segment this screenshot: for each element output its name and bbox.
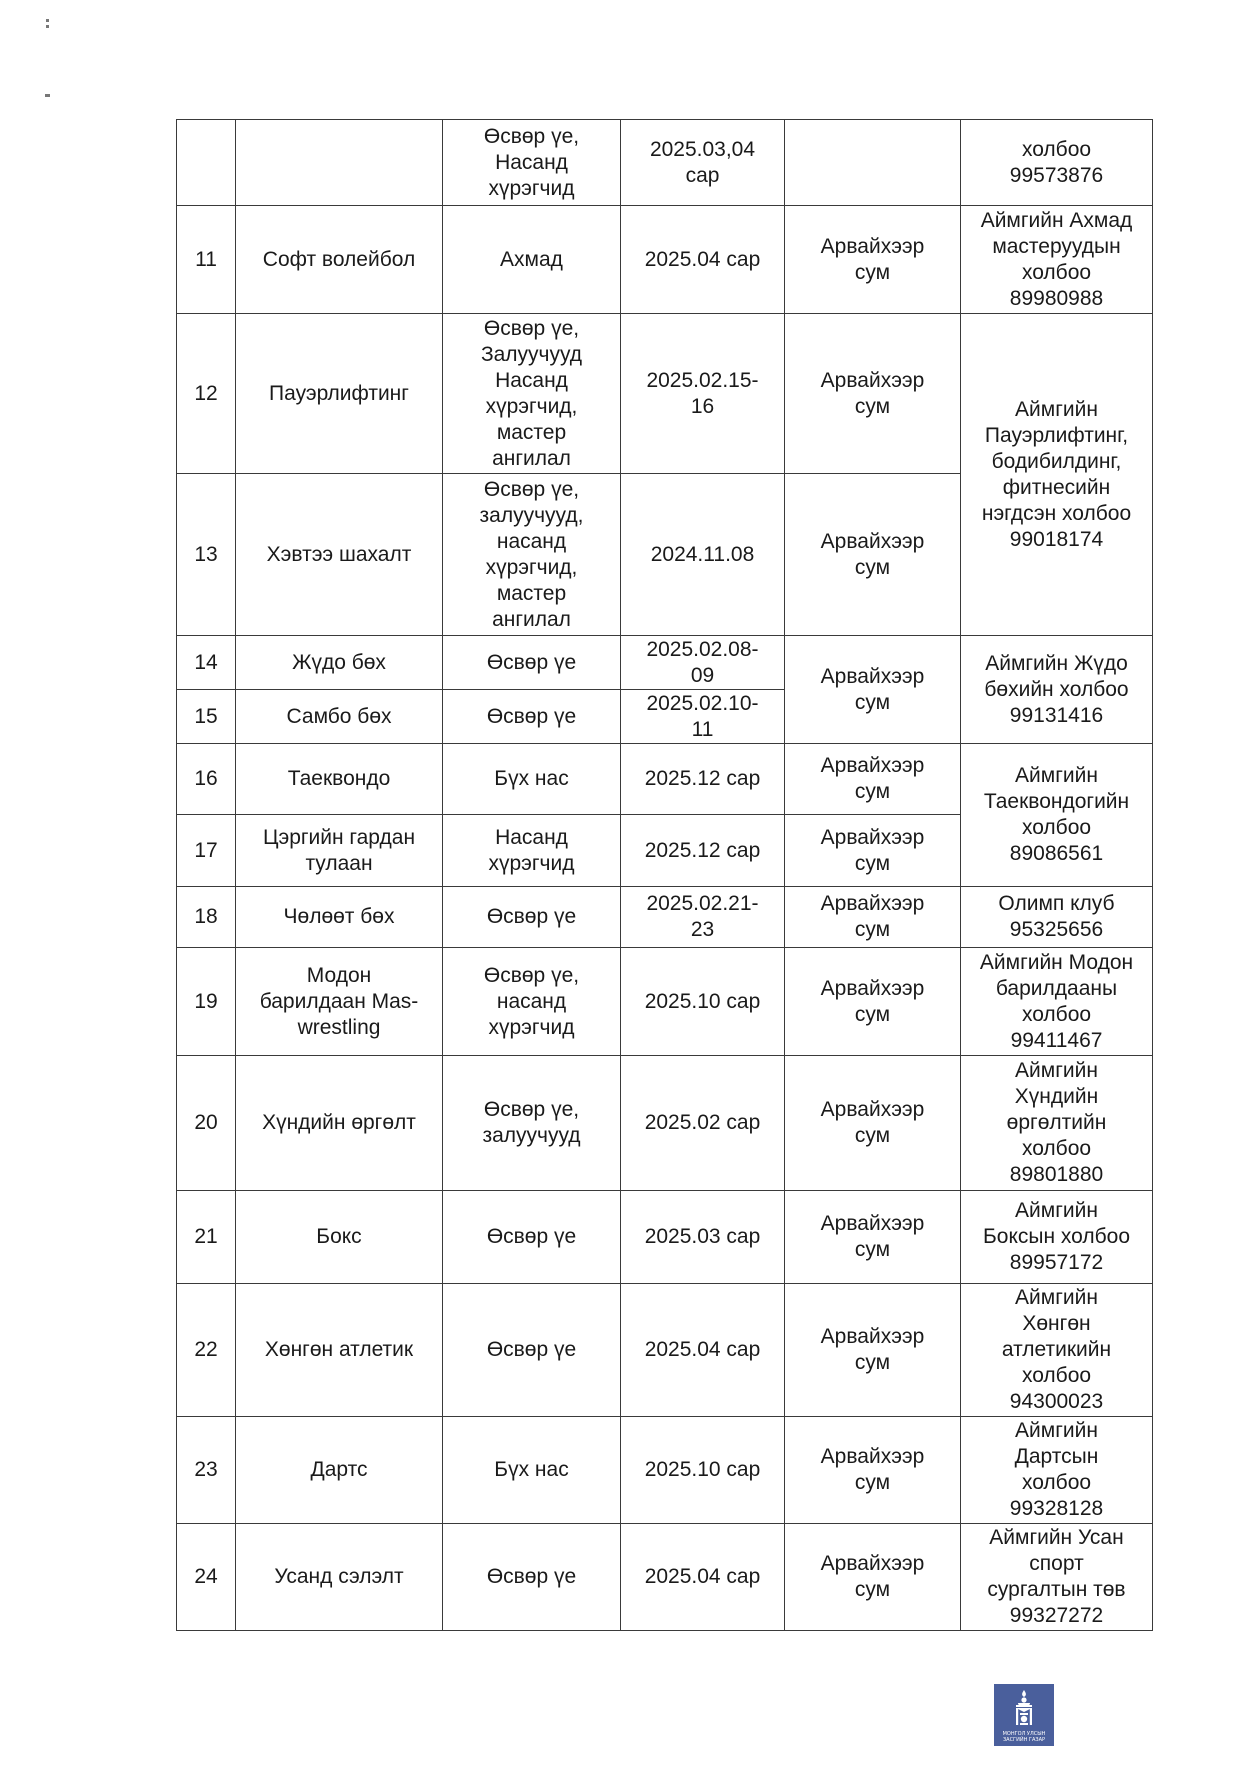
date-cell: 2025.02.21- 23 [621,887,785,948]
table-row [177,948,1153,1056]
age-group-cell: Өсвөр үе [443,690,621,744]
location-cell: Арвайхээр сум [785,1284,961,1417]
date-cell: 2025.02.10- 11 [621,690,785,744]
date-cell: 2025.04 сар [621,1284,785,1417]
scan-mark [46,25,49,28]
row-number-cell [177,120,236,206]
table-row [177,1191,1153,1284]
sport-cell: Модон барилдаан Mas- wrestling [236,948,443,1056]
table-row [177,1417,1153,1524]
age-group-cell: Өсвөр үе, насанд хүрэгчид [443,948,621,1056]
age-group-cell: Бүх нас [443,1417,621,1524]
table-row [177,314,1153,474]
organizer-cell: Аймгийн Жүдо бөхийн холбоо 99131416 [961,636,1153,744]
row-number-cell: 23 [177,1417,236,1524]
organizer-cell: Аймгийн Модон барилдааны холбоо 99411467 [961,948,1153,1056]
schedule-table [176,119,1153,1631]
age-group-cell: Өсвөр үе, залуучууд [443,1056,621,1191]
table-row [177,1284,1153,1417]
row-number-cell: 20 [177,1056,236,1191]
table-row [177,206,1153,314]
organizer-cell: Аймгийн Пауэрлифтинг, бодибилдинг, фитнесийн нэгдсэн холбоо 99018174 [961,314,1153,636]
date-cell: 2025.02 сар [621,1056,785,1191]
date-cell: 2025.02.08- 09 [621,636,785,690]
date-cell: 2025.10 сар [621,1417,785,1524]
age-group-cell: Ахмад [443,206,621,314]
logo-caption-line2: ЗАСГИЙН ГАЗАР [1002,1737,1046,1743]
row-number-cell: 16 [177,744,236,815]
sport-cell: Хэвтээ шахалт [236,474,443,636]
organizer-cell: Аймгийн Таеквондогийн холбоо 89086561 [961,744,1153,887]
age-group-cell: Өсвөр үе [443,1284,621,1417]
date-cell: 2025.12 сар [621,744,785,815]
row-number-cell: 13 [177,474,236,636]
sport-cell: Чөлөөт бөх [236,887,443,948]
organizer-cell: Аймгийн Хүндийн өргөлтийн холбоо 89801880 [961,1056,1153,1191]
sport-cell: Бокс [236,1191,443,1284]
location-cell: Арвайхээр сум [785,314,961,474]
row-number-cell: 15 [177,690,236,744]
sport-cell: Софт волейбол [236,206,443,314]
scan-mark [46,19,49,22]
row-number-cell: 22 [177,1284,236,1417]
date-cell: 2025.12 сар [621,815,785,887]
sport-cell: Хөнгөн атлетик [236,1284,443,1417]
table-row [177,887,1153,948]
age-group-cell: Өсвөр үе, Насанд хүрэгчид [443,120,621,206]
sport-cell [236,120,443,206]
age-group-cell: Өсвөр үе, залуучууд, насанд хүрэгчид, мастер ангилал [443,474,621,636]
row-number-cell: 19 [177,948,236,1056]
organizer-cell: холбоо 99573876 [961,120,1153,206]
sport-cell: Самбо бөх [236,690,443,744]
row-number-cell: 17 [177,815,236,887]
location-cell: Арвайхээр сум [785,1417,961,1524]
sport-cell: Хүндийн өргөлт [236,1056,443,1191]
location-cell: Арвайхээр сум [785,1056,961,1191]
location-cell: Арвайхээр сум [785,948,961,1056]
organizer-cell: Аймгийн Боксын холбоо 89957172 [961,1191,1153,1284]
soyombo-emblem-icon [1009,1689,1039,1729]
row-number-cell: 14 [177,636,236,690]
location-cell: Арвайхээр сум [785,744,961,815]
government-seal-logo [994,1684,1054,1746]
date-cell: 2025.04 сар [621,206,785,314]
organizer-cell: Олимп клуб 95325656 [961,887,1153,948]
sport-cell: Дартс [236,1417,443,1524]
row-number-cell: 24 [177,1524,236,1631]
sport-cell: Таеквондо [236,744,443,815]
table-row [177,1056,1153,1191]
table-row [177,636,1153,690]
row-number-cell: 18 [177,887,236,948]
organizer-cell: Аймгийн Ахмад мастеруудын холбоо 89980988 [961,206,1153,314]
location-cell: Арвайхээр сум [785,1191,961,1284]
table-row [177,120,1153,206]
age-group-cell: Өсвөр үе [443,887,621,948]
sport-cell: Цэргийн гардан тулаан [236,815,443,887]
date-cell: 2025.03 сар [621,1191,785,1284]
location-cell: Арвайхээр сум [785,636,961,744]
date-cell: 2025.10 сар [621,948,785,1056]
age-group-cell: Өсвөр үе, Залуучууд Насанд хүрэгчид, мастер ангилал [443,314,621,474]
location-cell: Арвайхээр сум [785,474,961,636]
age-group-cell: Өсвөр үе [443,1524,621,1631]
age-group-cell: Өсвөр үе [443,636,621,690]
logo-caption-line1: МОНГОЛ УЛСЫН [1002,1731,1046,1737]
sport-cell: Усанд сэлэлт [236,1524,443,1631]
date-cell: 2025.03,04 сар [621,120,785,206]
date-cell: 2025.02.15- 16 [621,314,785,474]
location-cell: Арвайхээр сум [785,206,961,314]
location-cell: Арвайхээр сум [785,1524,961,1631]
sport-cell: Пауэрлифтинг [236,314,443,474]
location-cell: Арвайхээр сум [785,887,961,948]
organizer-cell: Аймгийн Дартсын холбоо 99328128 [961,1417,1153,1524]
organizer-cell: Аймгийн Хөнгөн атлетикийн холбоо 94300023 [961,1284,1153,1417]
organizer-cell: Аймгийн Усан спорт сургалтын төв 99327272 [961,1524,1153,1631]
location-cell [785,120,961,206]
row-number-cell: 12 [177,314,236,474]
row-number-cell: 11 [177,206,236,314]
sport-cell: Жүдо бөх [236,636,443,690]
age-group-cell: Өсвөр үе [443,1191,621,1284]
location-cell: Арвайхээр сум [785,815,961,887]
age-group-cell: Насанд хүрэгчид [443,815,621,887]
date-cell: 2024.11.08 [621,474,785,636]
row-number-cell: 21 [177,1191,236,1284]
scan-mark [45,94,50,97]
table-row [177,744,1153,815]
table-row [177,1524,1153,1631]
date-cell: 2025.04 сар [621,1524,785,1631]
age-group-cell: Бүх нас [443,744,621,815]
